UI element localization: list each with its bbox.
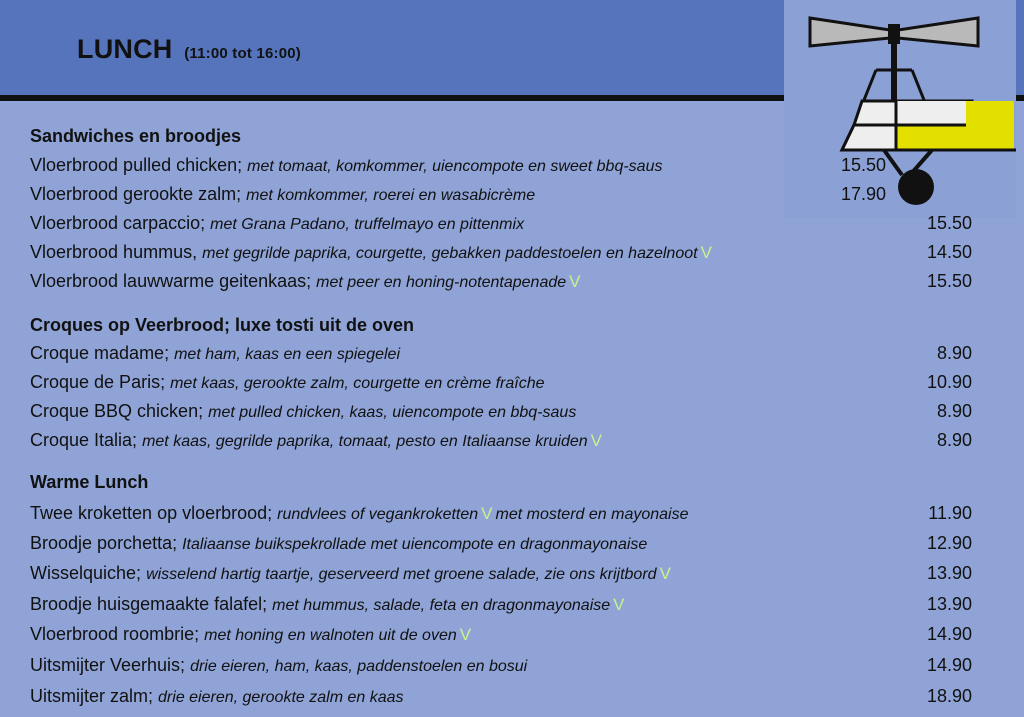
price-pulled-chicken: 15.50 bbox=[840, 155, 886, 175]
vegetarian-mark: V bbox=[700, 243, 712, 262]
vegetarian-mark: V bbox=[590, 431, 603, 450]
menu-item-uitsmijter-veerhuis: Uitsmijter Veerhuis; drie eieren, ham, kaas, paddenstoelen en bosui bbox=[30, 655, 528, 675]
title-text: LUNCH bbox=[77, 34, 173, 64]
vegetarian-mark: V bbox=[481, 504, 493, 523]
menu-item-roombrie: Vloerbrood roombrie; met honing en walnoten uit de oven V bbox=[30, 624, 472, 644]
menu-item-croque-madame: Croque madame; met ham, kaas en een spiegelei bbox=[30, 343, 401, 363]
price-carpaccio: 15.50 bbox=[926, 213, 972, 233]
price-roombrie: 14.90 bbox=[926, 624, 972, 644]
price-croque-de-paris: 10.90 bbox=[926, 372, 972, 392]
menu-item-gerookte-zalm: Vloerbrood gerookte zalm; met komkommer, roerei en wasabicrème bbox=[30, 184, 536, 204]
menu-item-croque-italia: Croque Italia; met kaas, gegrilde paprika, tomaat, pesto en Italiaanse kruiden V bbox=[30, 430, 603, 450]
vegetarian-mark: V bbox=[569, 272, 581, 291]
menu-item-croque-de-paris: Croque de Paris; met kaas, gerookte zalm, courgette en crème fraîche bbox=[30, 372, 545, 392]
menu-item-porchetta: Broodje porchetta; Italiaanse buikspekrollade met uiencompote en dragonmayonaise bbox=[30, 533, 648, 553]
price-gerookte-zalm: 17.90 bbox=[840, 184, 886, 204]
page-title bbox=[77, 34, 301, 65]
vegetarian-mark: V bbox=[613, 595, 625, 614]
menu-item-carpaccio: Vloerbrood carpaccio; met Grana Padano, truffelmayo en pittenmix bbox=[30, 213, 525, 233]
price-croque-italia: 8.90 bbox=[936, 430, 972, 450]
menu-item-uitsmijter-zalm: Uitsmijter zalm; drie eieren, gerookte zalm en kaas bbox=[30, 686, 404, 706]
price-kroketten: 11.90 bbox=[928, 503, 972, 523]
menu-item-pulled-chicken: Vloerbrood pulled chicken; met tomaat, komkommer, uiencompote en sweet bbq-saus bbox=[30, 155, 663, 175]
menu-item-croque-bbq-chicken: Croque BBQ chicken; met pulled chicken, kaas, uiencompote en bbq-saus bbox=[30, 401, 577, 421]
section-heading-croques: Croques op Veerbrood; luxe tosti uit de oven bbox=[30, 315, 415, 335]
price-croque-bbq-chicken: 8.90 bbox=[936, 401, 972, 421]
section-heading-sandwiches: Sandwiches en broodjes bbox=[30, 126, 242, 146]
price-geitenkaas: 15.50 bbox=[926, 271, 972, 291]
price-porchetta: 12.90 bbox=[926, 533, 972, 553]
menu-item-hummus: Vloerbrood hummus, met gegrilde paprika, courgette, gebakken paddestoelen en hazelnoot V bbox=[30, 242, 712, 262]
price-uitsmijter-zalm: 18.90 bbox=[926, 686, 972, 706]
price-croque-madame: 8.90 bbox=[936, 343, 972, 363]
opening-hours: (11:00 tot 16:00) bbox=[184, 45, 301, 62]
menu-item-falafel: Broodje huisgemaakte falafel; met hummus, salade, feta en dragonmayonaise V bbox=[30, 594, 625, 614]
price-hummus: 14.50 bbox=[926, 242, 972, 262]
section-heading-warme-lunch: Warme Lunch bbox=[30, 472, 149, 492]
vegetarian-mark: V bbox=[459, 625, 472, 644]
price-uitsmijter-veerhuis: 14.90 bbox=[926, 655, 972, 675]
menu-item-geitenkaas: Vloerbrood lauwwarme geitenkaas; met peer en honing-notentapenade V bbox=[30, 271, 581, 291]
menu-item-wisselquiche: Wisselquiche; wisselend hartig taartje, geserveerd met groene salade, zie ons krijtbord V bbox=[30, 563, 671, 583]
menu-item-kroketten: Twee kroketten op vloerbrood; rundvlees of vegankroketten V met mosterd en mayonaise bbox=[30, 503, 689, 523]
price-falafel: 13.90 bbox=[926, 594, 972, 614]
price-wisselquiche: 13.90 bbox=[926, 563, 972, 583]
vegetarian-mark: V bbox=[659, 564, 671, 583]
